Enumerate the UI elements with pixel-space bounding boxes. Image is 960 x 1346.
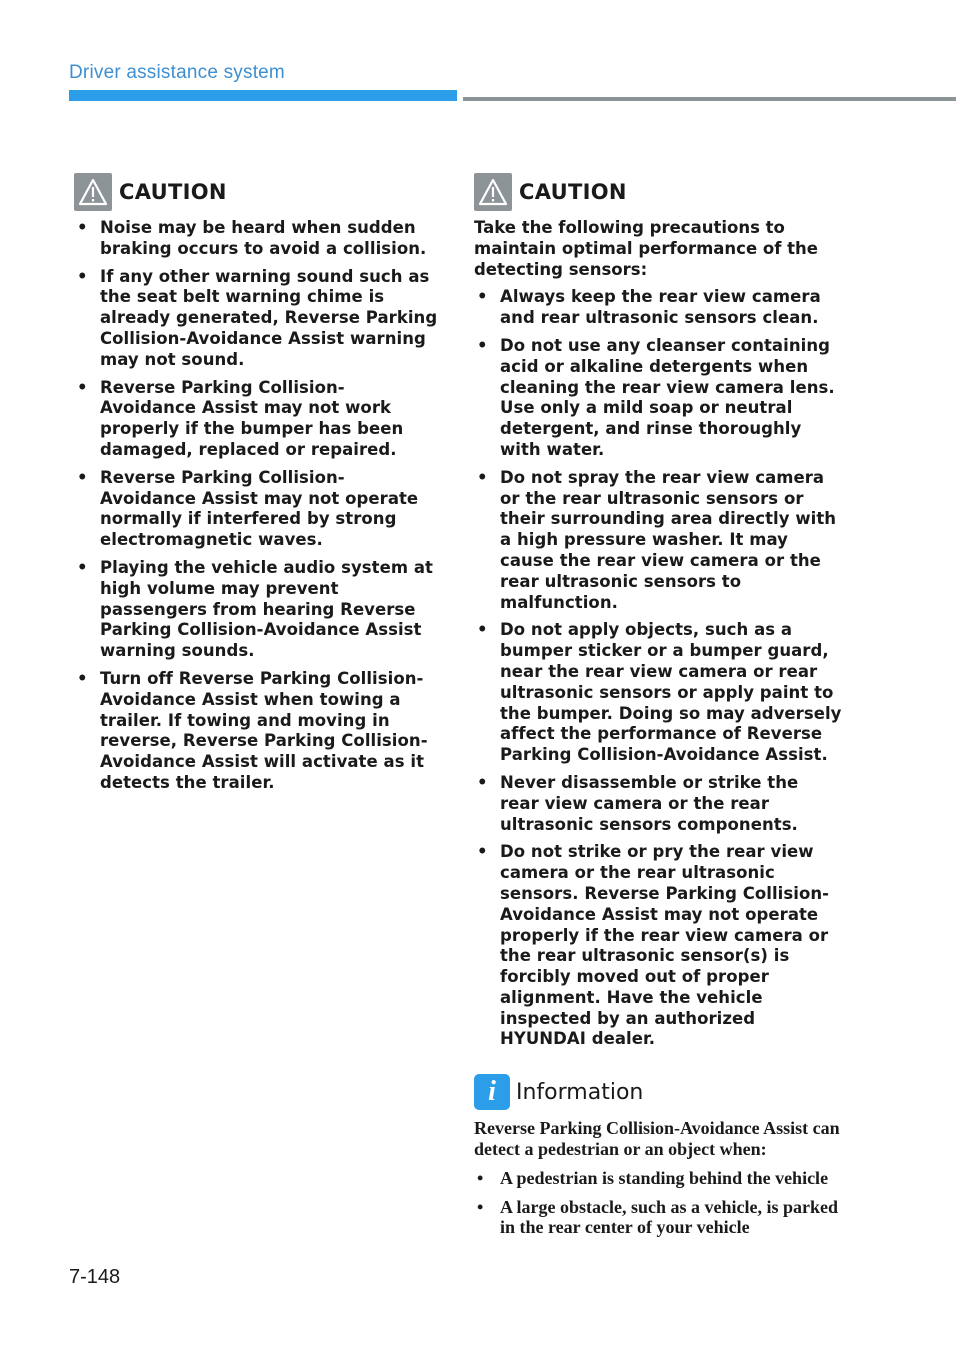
page-number: 7-148 xyxy=(69,1266,121,1288)
left-caution-header xyxy=(74,172,440,212)
bullet: • xyxy=(77,467,88,487)
bullet: • xyxy=(477,1196,484,1217)
information-title: Information xyxy=(516,1079,644,1105)
header-bar-blue xyxy=(69,90,457,101)
right-caution-box xyxy=(474,172,842,1050)
list-item xyxy=(74,468,440,551)
list-item-text: Do not use any cleanser containing acid or alkaline detergents when cleaning the rear view camera lens. Use only a mild soap or neutral detergent, and rinse thoroughly with water. xyxy=(500,335,835,459)
list-item xyxy=(74,267,440,371)
list-item-text: Always keep the rear view camera and rear ultrasonic sensors clean. xyxy=(500,287,821,328)
list-item-text: Reverse Parking Collision-Avoidance Assist may not work properly if the bumper has been damaged, replaced or repaired. xyxy=(100,377,404,459)
bullet: • xyxy=(77,668,88,688)
list-item xyxy=(474,842,842,1050)
list-item-text: Do not apply objects, such as a bumper sticker or a bumper guard, near the rear view camera or rear ultrasonic sensors or apply paint to the bumper. Doing so may adversely affect the performance of Reverse Parking Collision-Avoidance Assist. xyxy=(500,620,842,765)
list-item xyxy=(474,287,842,329)
warning-triangle-icon xyxy=(474,173,512,211)
caution-title: CAUTION xyxy=(119,180,227,204)
list-item-text: A pedestrian is standing behind the vehicle xyxy=(500,1168,829,1189)
list-item-text: Playing the vehicle audio system at high volume may prevent passengers from hearing Reverse Parking Collision-Avoidance Assist warning sounds. xyxy=(100,557,433,661)
list-item-text: Do not strike or pry the rear view camera or the rear ultrasonic sensors. Reverse Parking Collision-Avoidance Assist may not operate properly if the rear view camera or the rear ultrasonic sensor(s) is forcibly moved out of proper alignment. Have the vehicle inspected by an authorized HYUNDAI dealer. xyxy=(500,842,830,1049)
information-header xyxy=(474,1074,842,1110)
bullet: • xyxy=(477,772,488,792)
bullet: • xyxy=(77,266,88,286)
warning-triangle-icon xyxy=(74,173,112,211)
header-title: Driver assistance system xyxy=(69,62,285,83)
right-caution-header xyxy=(474,172,842,212)
information-intro: Reverse Parking Collision-Avoidance Assist can detect a pedestrian or an object when: xyxy=(474,1118,840,1159)
list-item xyxy=(474,1197,842,1238)
left-caution-list xyxy=(74,218,440,794)
caution-title: CAUTION xyxy=(519,180,627,204)
list-item xyxy=(474,620,842,766)
list-item-text: A large obstacle, such as a vehicle, is parked in the rear center of your vehicle xyxy=(500,1196,838,1238)
bullet: • xyxy=(77,377,88,397)
bullet: • xyxy=(477,842,488,862)
list-item xyxy=(474,468,842,614)
bullet: • xyxy=(477,287,488,307)
right-column xyxy=(474,172,842,1246)
caution-intro: Take the following precautions to maintain optimal performance of the detecting sensors: xyxy=(474,218,818,279)
list-item xyxy=(474,336,842,461)
list-item-text: Never disassemble or strike the rear view camera or the rear ultrasonic sensors components. xyxy=(500,772,799,834)
bullet: • xyxy=(477,467,488,487)
list-item-text: Turn off Reverse Parking Collision-Avoidance Assist when towing a trailer. If towing and moving in reverse, Reverse Parking Collision-Avoidance Assist will activate as it detects the trailer. xyxy=(100,668,428,792)
list-item xyxy=(74,218,440,260)
bullet: • xyxy=(477,620,488,640)
info-icon: i xyxy=(474,1074,510,1110)
bullet: • xyxy=(477,1168,484,1189)
header-bar-gray xyxy=(463,97,956,101)
list-item xyxy=(474,1168,842,1189)
bullet: • xyxy=(77,557,88,577)
list-item xyxy=(74,378,440,461)
information-list xyxy=(474,1168,842,1238)
list-item-text: If any other warning sound such as the seat belt warning chime is already generated, Reverse Parking Collision-Avoidance Assist warning may not sound. xyxy=(100,266,438,369)
list-item-text: Noise may be heard when sudden braking occurs to avoid a collision. xyxy=(100,218,427,258)
list-item xyxy=(74,558,440,662)
bullet: • xyxy=(477,335,488,355)
list-item xyxy=(74,669,440,794)
left-caution-box xyxy=(74,172,440,801)
list-item-text: Do not spray the rear view camera or the rear ultrasonic sensors or their surrounding area directly with a high pressure washer. It may cause the rear view camera or the rear ultrasonic sensors to malfunction. xyxy=(500,467,837,612)
list-item xyxy=(474,773,842,835)
bullet: • xyxy=(77,218,88,237)
list-item-text: Reverse Parking Collision-Avoidance Assist may not operate normally if interfered by strong electromagnetic waves. xyxy=(100,467,419,550)
information-box xyxy=(474,1074,842,1238)
right-caution-list xyxy=(474,287,842,1050)
